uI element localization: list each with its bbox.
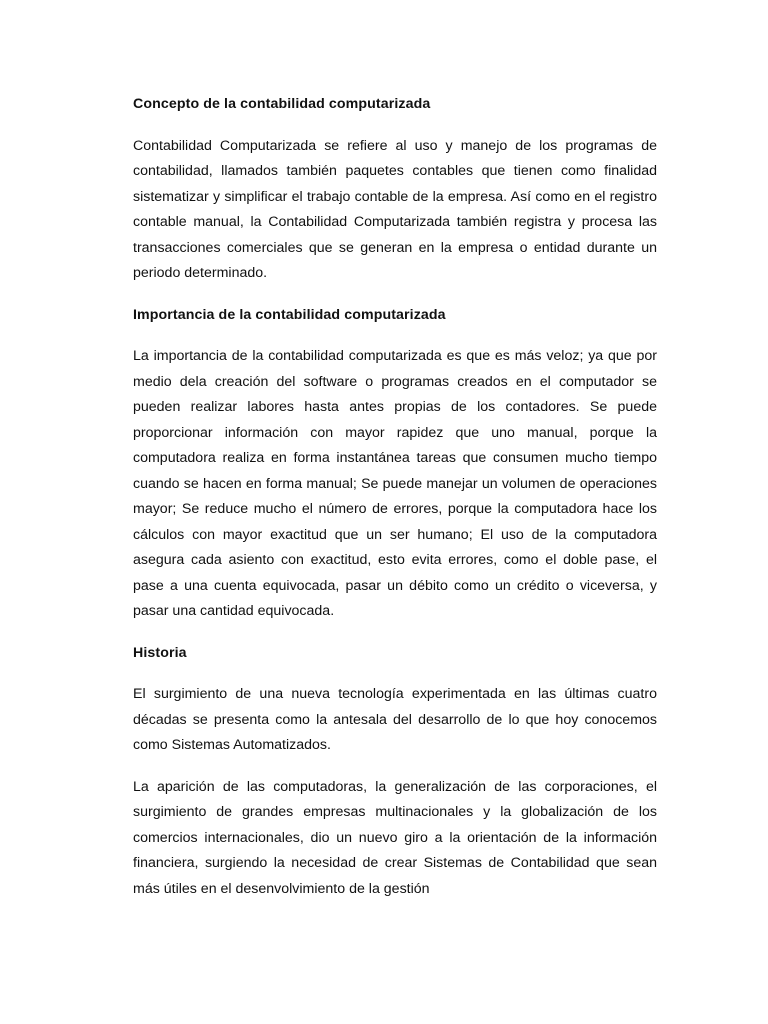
- section-heading-historia: Historia: [133, 644, 187, 661]
- document-page: [133, 92, 657, 902]
- section-paragraph-historia-1: El surgimiento de una nueva tecnología experimentada en las últimas cuatro décadas se presenta como la antesala del desarrollo de lo que hoy conocemos como Sistemas Automatizados.: [133, 686, 657, 753]
- section-paragraph-importancia: La importancia de la contabilidad computarizada es que es más veloz; ya que por medio dela creación del software o programas creados en el computador se pueden realizar labores hasta antes propias de los contadores. Se puede proporcionar información con mayor rapidez que uno manual, porque la computadora realiza en forma instantánea tareas que consumen mucho tiempo cuando se hacen en forma manual; Se puede manejar un volumen de operaciones mayor; Se reduce mucho el número de errores, porque la computadora hace los cálculos con mayor exactitud que un ser humano; El uso de la computadora asegura cada asiento con exactitud, esto evita errores, como el doble pase, el pase a una cuenta equivocada, pasar un débito como un crédito o viceversa, y pasar una cantidad equivocada.: [133, 348, 657, 619]
- section-heading-importancia: Importancia de la contabilidad computarizada: [133, 306, 446, 323]
- section-paragraph-historia-2: La aparición de las computadoras, la generalización de las corporaciones, el surgimiento de grandes empresas multinacionales y la globalización de los comercios internacionales, dio un nuevo giro a la orientación de la información financiera, surgiendo la necesidad de crear Sistemas de Contabilidad que sean más útiles en el desenvolvimiento de la gestión: [133, 778, 657, 897]
- section-paragraph-concepto: Contabilidad Computarizada se refiere al uso y manejo de los programas de contabilidad, llamados también paquetes contables que tienen como finalidad sistematizar y simplificar el trabajo contable de la empresa. Así como en el registro contable manual, la Contabilidad Computarizada también registra y procesa las transacciones comerciales que se generan en la empresa o entidad durante un periodo determinado.: [133, 137, 657, 281]
- section-heading-concepto: Concepto de la contabilidad computarizada: [133, 96, 431, 112]
